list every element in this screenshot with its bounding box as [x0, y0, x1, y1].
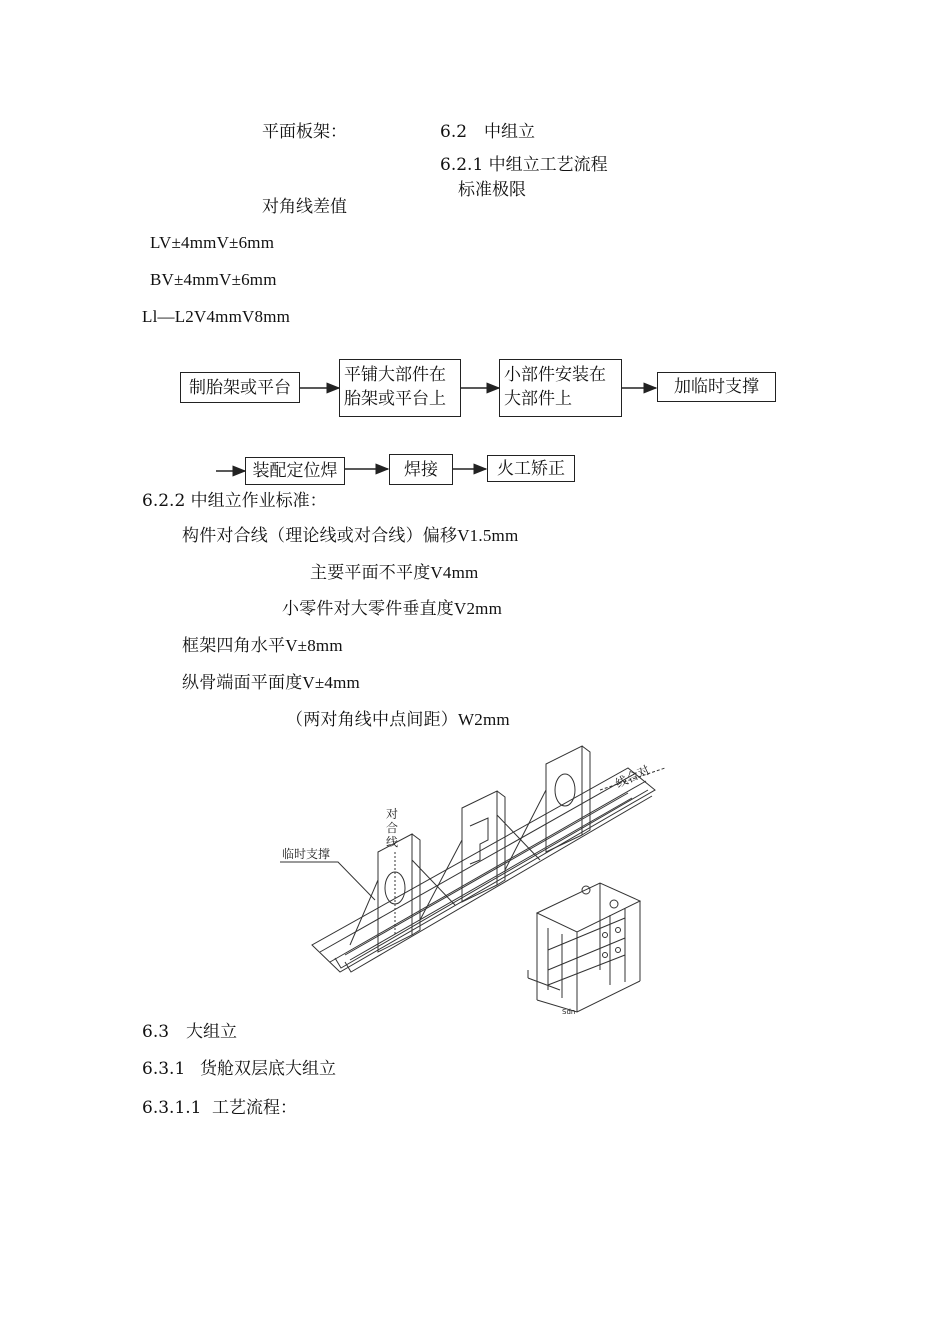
tolerance-line: LV±4mmV±6mm: [150, 233, 275, 252]
section-6-3-1-title: 货舱双层底大组立: [200, 1059, 336, 1079]
standard-item: 构件对合线（理论线或对合线）偏移V1.5mm: [182, 526, 519, 545]
flow-step-text: 大部件上: [504, 389, 572, 409]
label-align-vertical-2: 合: [386, 821, 399, 835]
section-6-2-1-heading: 6.2.1 中组立工艺流程: [440, 155, 608, 175]
section-6-3-1-1-title: 工艺流程：: [212, 1098, 297, 1118]
flow-step-text: 火工矫正: [497, 458, 565, 479]
standard-limit-label: 标准极限: [458, 180, 526, 200]
section-6-3-number: 6.3: [142, 1022, 170, 1042]
label-align-top: 线合对: [613, 762, 652, 791]
flow-step-text: 焊接: [404, 459, 438, 480]
standard-item: （两对角线中点间距）W2mm: [286, 710, 510, 729]
flow-step-text: 装配定位焊: [252, 461, 338, 481]
figure-small-caption: Sdn: [562, 1008, 576, 1016]
standard-item: 主要平面不平度V4mm: [310, 563, 479, 582]
flow-step-text: 胎架或平台上: [344, 389, 446, 409]
tolerance-line: Ll—L2V4mmV8mm: [142, 307, 291, 326]
section-6-3-1-1-number: 6.3.1.1: [142, 1098, 202, 1118]
flow-step-text: 平铺大部件在: [344, 365, 446, 385]
section-6-2-title: 中组立: [484, 122, 535, 142]
label-align-vertical-1: 对: [386, 807, 399, 821]
standard-item: 纵骨端面平面度V±4mm: [182, 673, 360, 692]
label-temp-support: 临时支撑: [282, 847, 331, 861]
section-6-3-1-number: 6.3.1: [142, 1059, 186, 1079]
flow-step-text: 加临时支撑: [674, 377, 759, 397]
standard-item: 框架四角水平V±8mm: [182, 636, 343, 655]
section-6-3-title: 大组立: [186, 1022, 237, 1042]
diagonal-diff-label: 对角线差值: [262, 197, 347, 217]
section-6-2-2-heading: 6.2.2 中组立作业标准：: [142, 491, 327, 511]
tolerance-line: BV±4mmV±6mm: [150, 270, 277, 289]
label-align-vertical-3: 线: [386, 835, 399, 849]
base-plate-shape: [312, 768, 655, 972]
section-6-2-number: 6.2: [440, 122, 468, 142]
plane-panel-frame-label: 平面板架：: [262, 122, 347, 142]
standard-item: 小零件对大零件垂直度V2mm: [282, 599, 503, 618]
flow-step-text: 小部件安装在: [504, 365, 606, 385]
flow-step-text: 制胎架或平台: [189, 377, 291, 398]
